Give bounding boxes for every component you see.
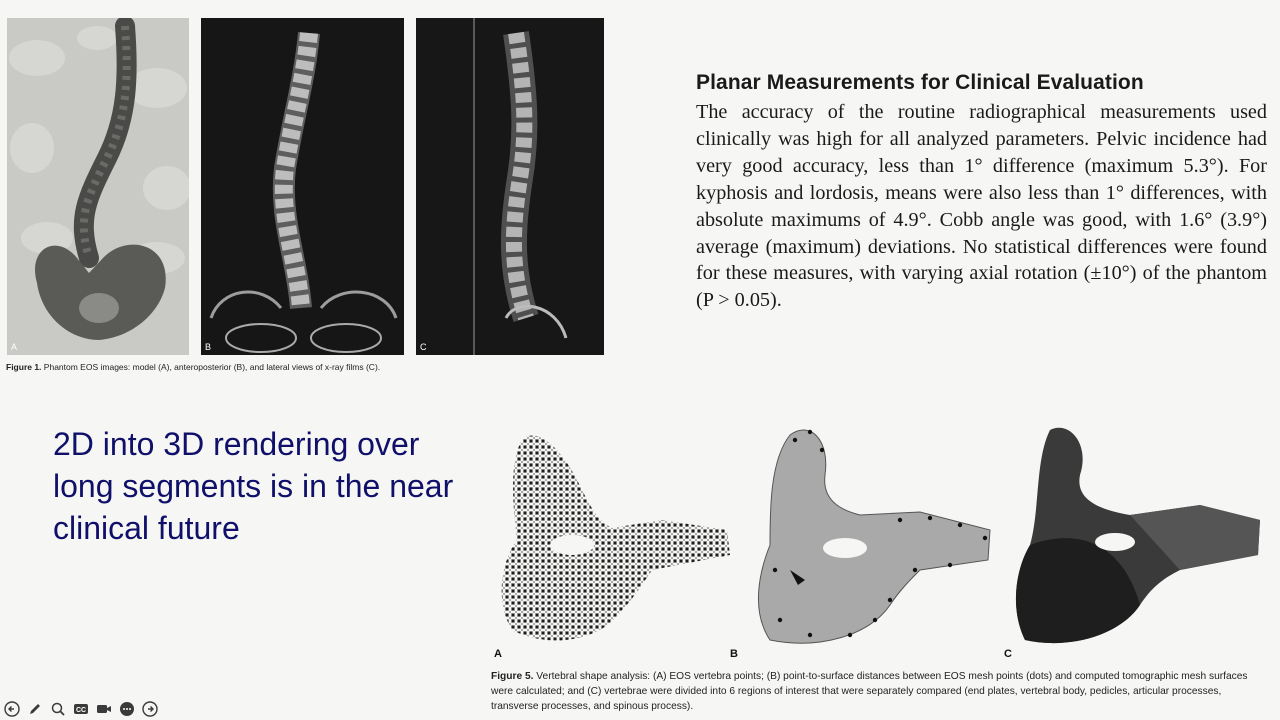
anteroposterior-xray-image — [201, 18, 404, 355]
zoom-icon[interactable] — [48, 700, 67, 719]
figure5-label-a: A — [494, 648, 502, 660]
figure5-panel-a — [492, 420, 740, 660]
slide-statement: 2D into 3D rendering over long segments is in the near clinical future — [53, 426, 454, 546]
figure5-label-c: C — [1004, 648, 1012, 660]
vertebra-regions-image — [1010, 420, 1260, 655]
lateral-xray-image — [416, 18, 604, 355]
figure1-panel-a — [7, 18, 189, 355]
section-heading: Planar Measurements for Clinical Evaluation — [696, 71, 1144, 94]
vertebra-distance-surface-image — [750, 420, 995, 655]
camera-icon[interactable] — [94, 700, 113, 719]
figure5-label-b: B — [730, 648, 738, 660]
panel-label-c: C — [420, 342, 427, 352]
pen-icon[interactable] — [25, 700, 44, 719]
panel-label-b: B — [205, 342, 212, 352]
captions-label: CC — [75, 707, 86, 714]
presentation-toolbar — [2, 699, 159, 719]
panel-label-a: A — [11, 342, 18, 352]
figure1-caption: Figure 1. Phantom EOS images: model (A), anteroposterior (B), and lateral views of x-ray films (C). — [6, 362, 381, 372]
figure5-panel-c — [1004, 420, 1260, 660]
figure1-panel-b — [201, 18, 404, 355]
figure5-caption: Figure 5. Vertebral shape analysis: (A) EOS vertebra points; (B) point-to-surface distances between EOS mesh points (dots) and computed tomographic mesh surfaces were calculated; and (C) vertebrae were divided into 6 regions of interest that were separately compared (end plates, vertebral body, pedicles, articular processes, transverse processes, and spinous process). — [491, 671, 1248, 712]
forward-icon[interactable] — [140, 700, 159, 719]
more-icon[interactable] — [117, 700, 136, 719]
back-icon[interactable] — [2, 700, 21, 719]
figure5-panel-b — [730, 420, 995, 660]
captions-icon[interactable] — [71, 700, 90, 719]
section-paragraph: The accuracy of the routine radiographical measurements used clinically was high for all analyzed parameters. Pelvic incidence had very good accuracy, less than 1° difference (maximum 5.3°). For kyphosis and lordosis, means were also less than 1° differences, with absolute maximums of 4.9°. Cobb angle was good, with 1.6° (3.9°) average (maximum) deviations. No statistical differences were found for these measures, with varying axial rotation (±10°) of the phantom (P > 0.05). — [696, 101, 1267, 312]
spine-model-image — [7, 18, 189, 355]
figure1-panel-c — [416, 18, 604, 355]
vertebra-point-mesh-image — [492, 420, 740, 655]
